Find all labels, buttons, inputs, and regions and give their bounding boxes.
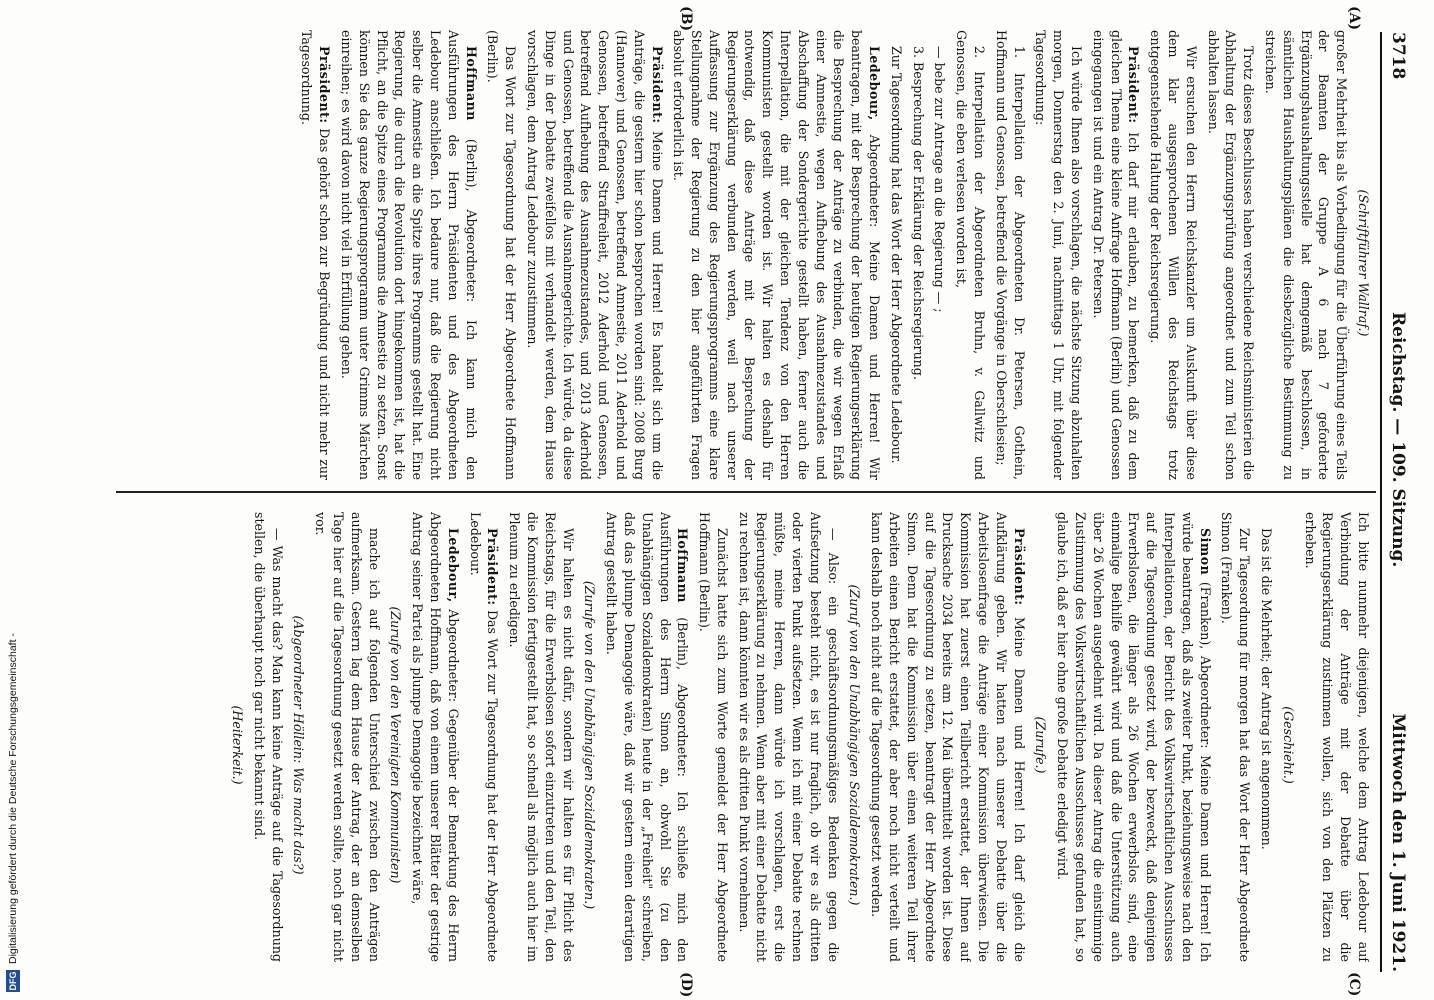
speech-paragraph — [408, 512, 461, 962]
stage-direction: (Zuruf von den Unabhängigen Sozialdemokraten.) — [847, 584, 863, 906]
speech-text: Das Wort zur Tagesordnung hat der Herr Abgeordnete Ledebour. — [467, 512, 501, 962]
speech-text: Ich darf mir erlauben, zu bemerken, daß zu dem gleichen Thema eine kleine Anfrage Hoffmann (Berlin) und Genossen eingegangen ist und ein Antrag Dr. Petersen. — [1090, 30, 1142, 480]
body-paragraph: Das Wort zur Tagesordnung hat der Herr Abgeordnete Hoffmann (Berlin). — [485, 30, 519, 480]
speech-text: (Berlin), Abgeordneter: Ich kann mich den Ausführungen des Herrn Präsidenten und des Abgeordneten Ledebour anschließen. Ich bedaure nur, daß die Regierung nicht selber die Amnestie an die Spitze ihres Programms gestellt hat. Eine Regierung, die durch die Revolution dort hingekommen ist, hat die Pflicht, an die Spitze eines Programms die Amnestie zu setzen. Sonst können Sie das ganze Regierungsprogramm unter Grimms Märchen einreihen; es wird davon nicht viel in Erfüllung gehen. — [338, 30, 479, 480]
speech-text: Meine Damen und Herren! Ich darf gleich die Aufklärung geben. Wir hatten nach unserer Debatte über die Arbeitslosenfrage die Anträge einer Kommission überwiesen. Die Kommission hat zuerst einen Teilbericht erstattet, der Ihnen auf Drucksache 2034 bereits am 12. Mai übermittelt worden ist. Diese auf die Tagesordnung zu setzen, beantragt der Herr Abgeordnete Simon. Denn hat die Kommission über einen weiteren Teil ihrer Arbeiten einen Bericht erstattet, der aber noch nicht verteilt und kann deshalb noch nicht auf die Tagesordnung gesetzt werden. — [869, 512, 1027, 962]
speech-paragraph — [298, 30, 334, 480]
speech-paragraph — [1053, 512, 1213, 962]
stage-direction: (Geschieht.) — [1280, 706, 1296, 784]
margin-letter-b: (B) — [678, 6, 694, 32]
speech-text: (Berlin), Abgeordneter: Ich schließe mich den Ausführungen des Herrn Simon an, obwohl Sie (zu den Unabhängigen Sozialdemokraten) heute in der „Freiheit" schreiben, daß das plumpe Demagogie wäre, daß wir gestern einen derartigen Antrag gestellt haben. — [604, 512, 691, 962]
stage-direction: (Zurufe.) — [1033, 716, 1049, 774]
speech-paragraph — [1089, 30, 1142, 480]
speech-text: Abgeordneter: Gegenüber der Bemerkung des Herrn Abgeordneten Hoffmann, daß von einem unserer Blätter der gestrige Antrag seiner Partei als plumpe Demagogie bezeichnet wäre, — [410, 512, 461, 962]
digitization-credit — [0, 0, 26, 1000]
speech-paragraph — [337, 30, 479, 480]
column-divider — [116, 491, 1376, 493]
body-paragraph: — Was macht das? Man kann keine Anträge auf die Tagesordnung stellen, die überhaupt noch gar nicht bekannt sind. — [251, 512, 285, 962]
dfg-logo: DFG — [8, 971, 18, 991]
agenda-item: 2. Interpellation der Abgeordneten Bruhn, v. Gallwitz und Genossen, die eben verlesen worden ist, — [954, 30, 988, 480]
left-text-column — [112, 30, 1372, 480]
margin-letter-a: (A) — [1346, 6, 1362, 31]
body-paragraph: Zunächst hatte sich zum Worte gemeldet der Herr Abgeordnete Hoffmann (Berlin). — [697, 512, 730, 962]
speaker-name: Präsident: — [317, 46, 333, 124]
margin-letter-c: (C) — [1346, 972, 1362, 997]
margin-letter-d: (D) — [678, 972, 694, 998]
speech-text: Abgeordneter: Meine Damen und Herren! Wir beantragen, mit der Besprechung der heutigen Regierungserklärung die Besprechung der Anträge zu verbinden, die wir wegen Erlaß einer Amnestie, wegen Aufhebung des Ausnahmezustandes und Abschaffung der Sondergerichte gestellt haben, ferner auch die Interpellation, die mit der gleichen Tendenz von den Herren Kommunisten gestellt worden ist. Wir halten es deshalb für notwendig, daß diese Anträge mit der Besprechung der Regierungserklärung verbunden werden, weil nach unserer Auffassung zur Ergänzung des Regierungsprogramms eine klare Stellungnahme der Regierung zu den hier angeführten Fragen absolut erforderlich ist. — [671, 30, 883, 480]
right-text-column — [112, 512, 1372, 962]
speech-paragraph — [670, 30, 884, 480]
header-date: Mittwoch den 1. Juni 1921. — [1388, 713, 1408, 972]
speaker-name: Ledebour, — [867, 46, 883, 121]
speech-paragraph — [523, 30, 665, 480]
body-paragraph: Ich würde Ihnen also vorschlagen, die nächste Sitzung abzuhalten morgen, Donnerstag den 2. Juni, nachmittags 1 Uhr, mit folgender Tagesordnung: — [1033, 30, 1085, 480]
credit-text: Digitalisierung gefördert durch die Deutsche Forschungsgemeinschaft - — [7, 633, 19, 964]
body-paragraph: mache ich auf folgenden Unterschied zwischen den Anträgen aufmerksam. Gestern lag dem Hause der Antrag, der an demselben Tage hier auf die Tagesordnung gesetzt werden sollte, noch gar nicht vor. — [313, 512, 382, 962]
body-paragraph: Wir ersuchen den Herrn Reichskanzler um Auskunft über diese dem klar ausgesprochenen Willen des Reichstags trotz entgegenstehende Haltung der Reichsregierung. — [1148, 30, 1199, 480]
body-paragraph: großer Mehrheit bis als Vorbedingung für die Überführung eines Teils der Beamten der Gruppe A 6 nach 7 geforderte Ergänzungshaushaltungsstelle hat demgemäß beschlossen, in sämtlichen Haushaltungsplänen die diesbezügliche Bestimmung zu streichen. — [1263, 30, 1350, 480]
speaker-name: Ledebour, — [445, 528, 461, 603]
speaker-name: Hoffmann — [463, 46, 479, 121]
body-paragraph: Zur Tagesordnung für morgen hat das Wort der Herr Abgeordnete Simon (Franken). — [1219, 512, 1253, 962]
stage-direction: (Zurufe von den Vereinigten Kommunisten) — [388, 606, 404, 884]
body-paragraph: Zur Tagesordnung hat das Wort der Herr Abgeordnete Ledebour. — [888, 46, 904, 464]
speaker-name: Hoffmann — [675, 528, 691, 603]
stage-direction: (Schriftführer Wallraf.) — [1356, 189, 1371, 337]
body-paragraph: Ich bitte nunmehr diejenigen, welche dem Antrag Ledebour auf Verbindung der Anträge mit der Debatte über die Regierungserklärung zustimmen wollen, sich von den Plätzen zu erheben. — [1302, 512, 1371, 962]
page-header — [1380, 32, 1416, 972]
speaker-name: Präsident: — [485, 528, 501, 606]
speaker-name: Präsident: — [649, 46, 665, 124]
stage-direction: (Zurufe von den Unabhängigen Sozialdemokraten.) — [582, 580, 598, 910]
speaker-name: Simon — [1197, 528, 1213, 576]
stage-direction: (Abgeordneter Höllein: Was macht das?) — [291, 615, 307, 875]
agenda-item: 3. Besprechung der Erklärung der Reichsregierung. — [910, 46, 926, 380]
body-paragraph: Das ist die Mehrheit; der Antrag ist angenommen. — [1259, 528, 1275, 850]
speaker-name: Präsident: — [1011, 528, 1027, 606]
speech-text: (Franken), Abgeordneter: Meine Damen und Herren! Ich würde beantragen, daß als zweiter Punkt, beziehungsweise nach den Interpellationen, der Bericht des Volkswirtschaftlichen Ausschusses auf die Tagesordnung gesetzt wird, der bezweckt, daß denjenigen Erwerbslosen, die länger als 26 Wochen erwerbslos sind, eine einmalige Beihilfe gewährt wird und daß die Unterstützung auch über 26 Wochen ausgedehnt wird. Da dieser Antrag die einstimmige Zustimmung des Volkswirtschaftlichen Ausschusses gefunden hat, so glaube ich, daß er hier ohne große Debatte erledigt wird. — [1055, 512, 1213, 962]
agenda-item: 1. Interpellation der Abgeordneten Dr. Petersen, Gothein, Hoffmann und Genossen, betreffend die Vorgänge in Oberschlesien; — [993, 30, 1027, 480]
header-title: Reichstag. — 109. Sitzung. — [1388, 312, 1408, 568]
speech-paragraph — [466, 512, 502, 962]
speech-paragraph — [602, 512, 691, 962]
speech-text: Das gehört schon zur Begründung und nicht mehr zur Tagesordnung. — [299, 30, 333, 480]
agenda-item: — bebe zur Antrage an die Regierung — ; — [932, 46, 948, 313]
stage-direction: (Heiterkeit.) — [229, 705, 245, 785]
speech-text: Meine Damen und Herren! Es handelt sich um die Anträge, die gestern hier schon besprochen worden sind: 2008 Burg (Hannover) und Genossen, betreffend Amnestie, 2011 Aderhold und Genossen, betreffend Straffreiheit, 2012 Aderhold und Genossen, betreffend Aufhebung des Ausnahmezustandes, und 2013 Aderhold und Genossen, betreffend die Ausnahmegerichte. Ich würde, da diese Dinge in der Debatte zweifellos mit verhandelt werden, dem Hause vorschlagen, dem Antrag Ledebour zuzustimmen. — [524, 30, 665, 480]
speech-paragraph — [867, 512, 1027, 962]
body-paragraph: — Also: ein geschäftsordnungsmäßiges Bedenken gegen die Aufsetzung besteht nicht, es ist nur fraglich, ob wir es als dritten oder vierten Punkt aufsetzen. Wenn ich mit einer Debatte rechnen müßte, meine Herren, dann würde ich vorschlagen, erst die Regierungserklärung zu nehmen. Wenn aber mit einer Debatte nicht zu rechnen ist, dann könnten wir es als dritten Punkt vornehmen. — [736, 512, 841, 962]
speaker-name: Präsident: — [1126, 46, 1142, 124]
body-paragraph: Wir halten es nicht dafür, sondern wir halten es für Pflicht des Reichstags, für die Erwerbslosen sofort einzutreten und den Teil, den die Kommission fertiggestellt hat, so schnell als möglich auch hier im Plenum zu erledigen. — [507, 512, 576, 962]
body-paragraph: Trotz dieses Beschlusses haben verschiedene Reichsministerien die Abhaltung der Ergänzungsprüfung angeordnet und zum Teil schon abhalten lassen. — [1205, 30, 1257, 480]
page-number: 3718 — [1388, 32, 1408, 80]
